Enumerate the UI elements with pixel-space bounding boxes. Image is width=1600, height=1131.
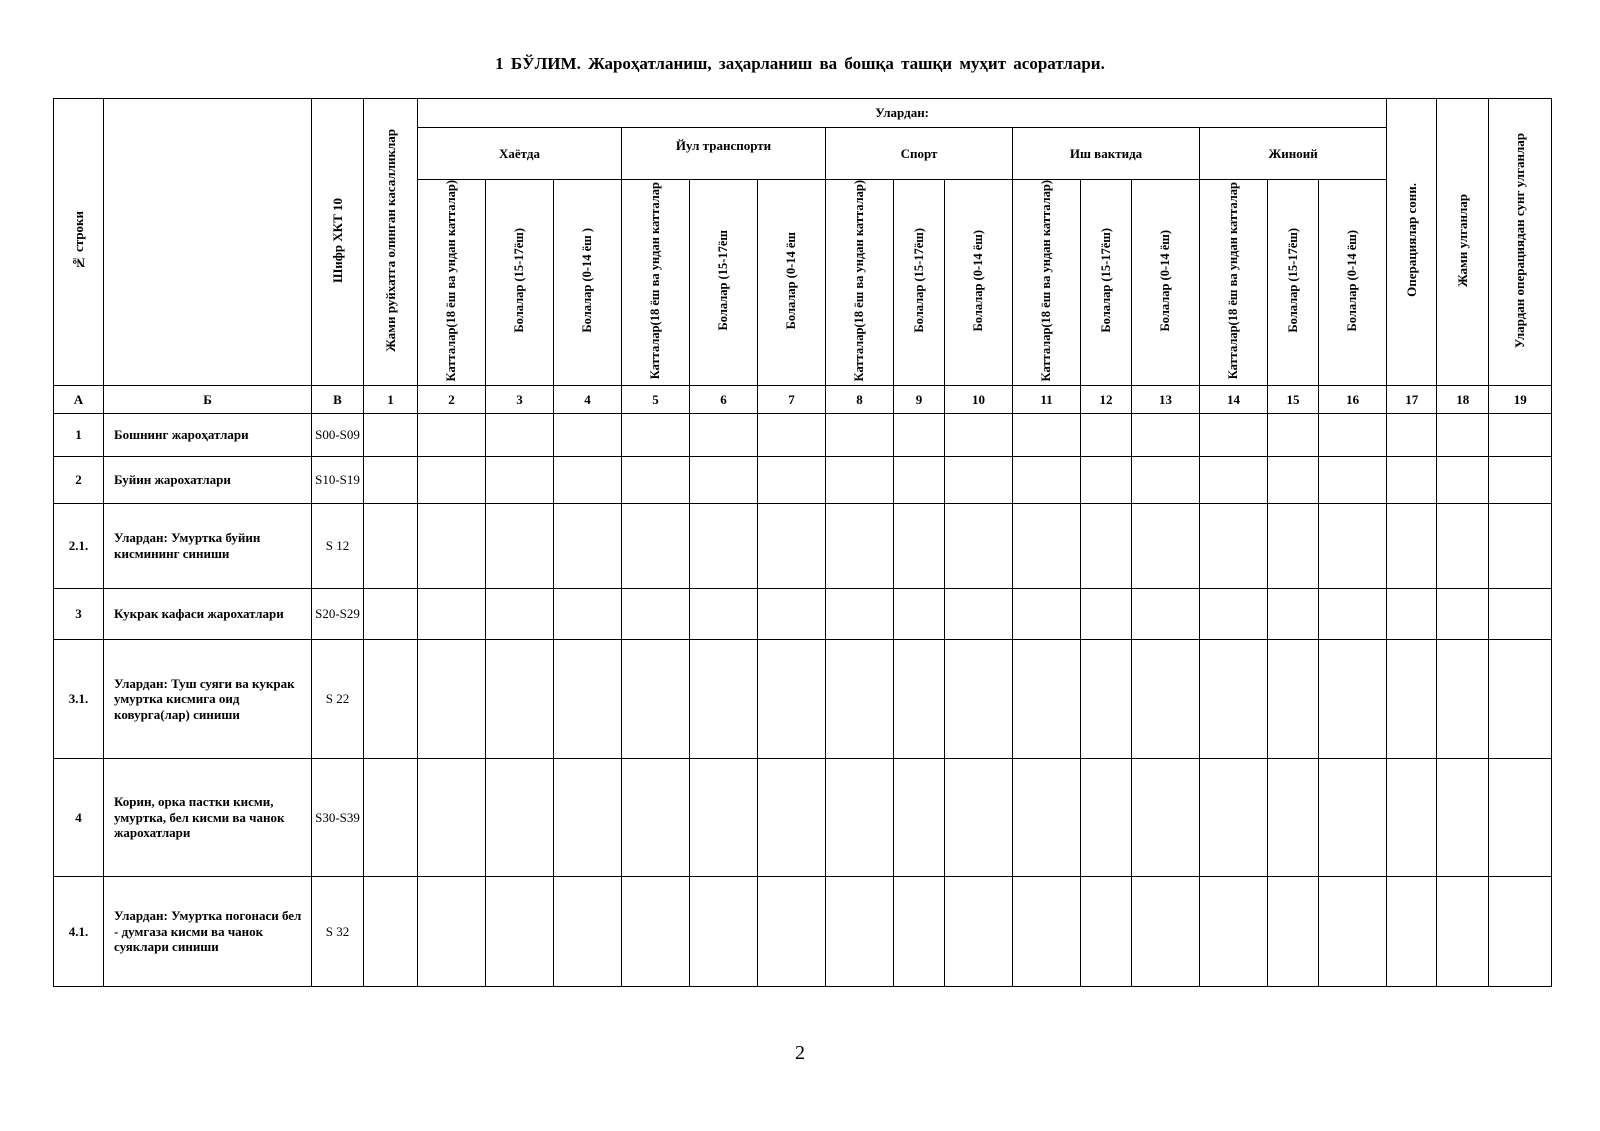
subcol-header: Болалар (15-17ёш: [690, 180, 758, 386]
data-cell[interactable]: [894, 877, 945, 987]
data-cell[interactable]: [364, 504, 418, 589]
row-number: 4.1.: [54, 877, 104, 987]
data-cell[interactable]: [1268, 414, 1319, 457]
data-cell[interactable]: [364, 877, 418, 987]
column-number: 13: [1132, 386, 1200, 414]
data-cell[interactable]: [1200, 504, 1268, 589]
column-number: 9: [894, 386, 945, 414]
data-cell[interactable]: [945, 877, 1013, 987]
data-cell[interactable]: [945, 504, 1013, 589]
data-cell[interactable]: [1437, 589, 1489, 640]
data-cell[interactable]: [1013, 414, 1081, 457]
data-cell[interactable]: [1387, 877, 1437, 987]
column-number: 3: [486, 386, 554, 414]
header-name-blank: [104, 99, 312, 386]
column-number: Б: [104, 386, 312, 414]
data-cell[interactable]: [690, 589, 758, 640]
data-cell[interactable]: [945, 759, 1013, 877]
data-cell[interactable]: [1489, 640, 1552, 759]
data-cell[interactable]: [1489, 589, 1552, 640]
data-cell[interactable]: [758, 640, 826, 759]
data-cell[interactable]: [418, 759, 486, 877]
column-number: 2: [418, 386, 486, 414]
data-cell[interactable]: [758, 759, 826, 877]
data-cell[interactable]: [758, 414, 826, 457]
row-number: 2: [54, 457, 104, 504]
row-number: 4: [54, 759, 104, 877]
column-number: 5: [622, 386, 690, 414]
data-cell[interactable]: [486, 457, 554, 504]
data-cell[interactable]: [690, 759, 758, 877]
data-cell[interactable]: [1132, 504, 1200, 589]
data-cell[interactable]: [826, 877, 894, 987]
data-cell[interactable]: [894, 414, 945, 457]
row-name: Улардан: Туш суяги ва кукрак умуртка кисмига оид ковурга(лар) синиши: [104, 640, 312, 759]
row-name: Корин, орка пастки кисми, умуртка, бел кисми ва чанок жарохатлари: [104, 759, 312, 877]
data-cell[interactable]: [1319, 504, 1387, 589]
data-cell[interactable]: [1319, 414, 1387, 457]
row-code: S 12: [312, 504, 364, 589]
data-cell[interactable]: [622, 759, 690, 877]
data-cell[interactable]: [486, 504, 554, 589]
subcol-header: Болалар (15-17ёш): [486, 180, 554, 386]
data-cell[interactable]: [418, 877, 486, 987]
data-cell[interactable]: [1437, 414, 1489, 457]
data-cell[interactable]: [826, 504, 894, 589]
header-of-them: Улардан:: [418, 99, 1387, 128]
data-cell[interactable]: [1132, 877, 1200, 987]
data-cell[interactable]: [486, 759, 554, 877]
subcol-header: Болалар (0-14 ёш): [945, 180, 1013, 386]
data-cell[interactable]: [622, 504, 690, 589]
data-cell[interactable]: [364, 589, 418, 640]
data-cell[interactable]: [1013, 759, 1081, 877]
data-cell[interactable]: [1319, 877, 1387, 987]
page-title: 1 БЎЛИМ. Жароҳатланиш, заҳарланиш ва бошқа ташқи муҳит асоратлари.: [495, 54, 1105, 73]
data-cell[interactable]: [364, 759, 418, 877]
data-cell[interactable]: [1268, 457, 1319, 504]
data-cell[interactable]: [1268, 759, 1319, 877]
data-cell[interactable]: [1319, 640, 1387, 759]
column-number: 7: [758, 386, 826, 414]
row-code: S30-S39: [312, 759, 364, 877]
row-name: Бошнинг жароҳатлари: [104, 414, 312, 457]
data-cell[interactable]: [1387, 504, 1437, 589]
data-cell[interactable]: [486, 414, 554, 457]
data-cell[interactable]: [554, 589, 622, 640]
subcol-header: Болалар (0-14 ёш: [758, 180, 826, 386]
data-cell[interactable]: [690, 414, 758, 457]
column-number-row: [54, 386, 1552, 414]
row-code: S 22: [312, 640, 364, 759]
column-number: 18: [1437, 386, 1489, 414]
table-row: [54, 414, 1552, 457]
group-header: Спорт: [826, 128, 1013, 180]
data-cell[interactable]: [758, 589, 826, 640]
header-operations: Операциялар сони.: [1387, 99, 1437, 386]
row-number: 3: [54, 589, 104, 640]
column-number: 19: [1489, 386, 1552, 414]
data-cell[interactable]: [1013, 457, 1081, 504]
data-cell[interactable]: [554, 640, 622, 759]
data-cell[interactable]: [1437, 457, 1489, 504]
data-cell[interactable]: [1132, 640, 1200, 759]
data-cell[interactable]: [1132, 759, 1200, 877]
data-rows: [54, 414, 1552, 987]
data-cell[interactable]: [1081, 759, 1132, 877]
column-number: В: [312, 386, 364, 414]
data-cell[interactable]: [1081, 457, 1132, 504]
data-cell[interactable]: [1200, 414, 1268, 457]
subcol-header: Катталар(18 ёш ва ундан катталар: [1200, 180, 1268, 386]
data-cell[interactable]: [945, 589, 1013, 640]
data-cell[interactable]: [894, 504, 945, 589]
data-cell[interactable]: [1081, 504, 1132, 589]
data-cell[interactable]: [418, 640, 486, 759]
data-cell[interactable]: [1319, 457, 1387, 504]
data-cell[interactable]: [894, 589, 945, 640]
data-cell[interactable]: [622, 414, 690, 457]
data-cell[interactable]: [364, 640, 418, 759]
column-number: 8: [826, 386, 894, 414]
subcol-header: Болалар (0-14 ёш ): [554, 180, 622, 386]
data-cell[interactable]: [1200, 877, 1268, 987]
column-number: 12: [1081, 386, 1132, 414]
column-number: 14: [1200, 386, 1268, 414]
row-name: Улардан: Умуртка погонаси бел - думгаза кисми ва чанок суяклари синиши: [104, 877, 312, 987]
row-code: S00-S09: [312, 414, 364, 457]
data-cell[interactable]: [1387, 589, 1437, 640]
data-cell[interactable]: [418, 457, 486, 504]
header-total-registered: Жами руйхатга олинган касалликлар: [364, 99, 418, 386]
page-number: 2: [795, 1042, 805, 1064]
data-cell[interactable]: [554, 414, 622, 457]
data-cell[interactable]: [826, 589, 894, 640]
data-cell[interactable]: [894, 457, 945, 504]
data-cell[interactable]: [1200, 457, 1268, 504]
header-row-1: [54, 99, 1552, 128]
data-cell[interactable]: [554, 759, 622, 877]
data-cell[interactable]: [554, 457, 622, 504]
data-cell[interactable]: [826, 414, 894, 457]
row-code: S10-S19: [312, 457, 364, 504]
data-cell[interactable]: [1200, 759, 1268, 877]
data-cell[interactable]: [1437, 759, 1489, 877]
data-cell[interactable]: [1132, 414, 1200, 457]
subcol-header: Катталар(18 ёш ва ундан катталар: [622, 180, 690, 386]
table-row: [54, 589, 1552, 640]
group-header: Иш вактида: [1013, 128, 1200, 180]
column-number: 11: [1013, 386, 1081, 414]
column-number: А: [54, 386, 104, 414]
data-cell[interactable]: [622, 589, 690, 640]
data-cell[interactable]: [1437, 640, 1489, 759]
data-cell[interactable]: [758, 877, 826, 987]
data-cell[interactable]: [418, 504, 486, 589]
table-row: [54, 457, 1552, 504]
data-cell[interactable]: [622, 457, 690, 504]
data-cell[interactable]: [1387, 759, 1437, 877]
subcol-header: Болалар (15-17ёш): [1081, 180, 1132, 386]
subcol-header: Болалар (0-14 ёш): [1132, 180, 1200, 386]
data-cell[interactable]: [758, 504, 826, 589]
data-cell[interactable]: [1268, 640, 1319, 759]
data-cell[interactable]: [1081, 877, 1132, 987]
row-name: Улардан: Умуртка буйин кисмининг синиши: [104, 504, 312, 589]
group-header: Хаётда: [418, 128, 622, 180]
data-cell[interactable]: [1489, 759, 1552, 877]
subcol-header: Катталар(18 ёш ва ундан катталар): [418, 180, 486, 386]
data-cell[interactable]: [1268, 589, 1319, 640]
data-cell[interactable]: [1489, 877, 1552, 987]
data-cell[interactable]: [364, 414, 418, 457]
data-cell[interactable]: [486, 589, 554, 640]
injury-statistics-table: [53, 98, 1552, 987]
table-row: [54, 877, 1552, 987]
data-cell[interactable]: [1319, 759, 1387, 877]
data-cell[interactable]: [1437, 504, 1489, 589]
header-cipher: Шифр ХКТ 10: [312, 99, 364, 386]
data-cell[interactable]: [1132, 589, 1200, 640]
data-cell[interactable]: [894, 759, 945, 877]
subcol-header: Катталар(18 ёш ва ундан катталар): [1013, 180, 1081, 386]
data-cell[interactable]: [826, 640, 894, 759]
column-number: 15: [1268, 386, 1319, 414]
data-cell[interactable]: [1387, 457, 1437, 504]
data-cell[interactable]: [1013, 640, 1081, 759]
data-cell[interactable]: [894, 640, 945, 759]
column-number: 6: [690, 386, 758, 414]
data-cell[interactable]: [1489, 457, 1552, 504]
data-cell[interactable]: [554, 877, 622, 987]
row-number: 3.1.: [54, 640, 104, 759]
data-cell[interactable]: [945, 457, 1013, 504]
data-cell[interactable]: [945, 640, 1013, 759]
data-cell[interactable]: [690, 877, 758, 987]
data-cell[interactable]: [364, 457, 418, 504]
data-cell[interactable]: [486, 640, 554, 759]
data-cell[interactable]: [826, 759, 894, 877]
data-cell[interactable]: [1489, 504, 1552, 589]
data-cell[interactable]: [1437, 877, 1489, 987]
data-cell[interactable]: [1081, 589, 1132, 640]
group-header: Йул транспорти: [622, 128, 826, 180]
table-row: [54, 640, 1552, 759]
column-number: 1: [364, 386, 418, 414]
table-row: [54, 504, 1552, 589]
data-cell[interactable]: [1319, 589, 1387, 640]
data-cell[interactable]: [1132, 457, 1200, 504]
data-cell[interactable]: [945, 414, 1013, 457]
data-cell[interactable]: [1387, 640, 1437, 759]
header-row-number: № строки: [54, 99, 104, 386]
data-cell[interactable]: [418, 414, 486, 457]
data-cell[interactable]: [1489, 414, 1552, 457]
data-cell[interactable]: [554, 504, 622, 589]
subcol-header: Болалар (15-17ёш): [1268, 180, 1319, 386]
group-header: Жиноий: [1200, 128, 1387, 180]
data-cell[interactable]: [1081, 414, 1132, 457]
data-cell[interactable]: [1268, 504, 1319, 589]
data-cell[interactable]: [826, 457, 894, 504]
data-cell[interactable]: [690, 640, 758, 759]
data-cell[interactable]: [1013, 589, 1081, 640]
column-number: 16: [1319, 386, 1387, 414]
data-cell[interactable]: [1387, 414, 1437, 457]
row-code: S 32: [312, 877, 364, 987]
data-cell[interactable]: [418, 589, 486, 640]
column-number: 17: [1387, 386, 1437, 414]
data-cell[interactable]: [690, 504, 758, 589]
subcol-header: Болалар (15-17ёш): [894, 180, 945, 386]
data-cell[interactable]: [486, 877, 554, 987]
data-cell[interactable]: [1081, 640, 1132, 759]
data-cell[interactable]: [622, 640, 690, 759]
subcol-header: Болалар (0-14 ёш): [1319, 180, 1387, 386]
data-cell[interactable]: [1268, 877, 1319, 987]
header-total-died: Жами улганлар: [1437, 99, 1489, 386]
column-number: 10: [945, 386, 1013, 414]
row-code: S20-S29: [312, 589, 364, 640]
data-cell[interactable]: [1013, 877, 1081, 987]
row-number: 1: [54, 414, 104, 457]
data-cell[interactable]: [758, 457, 826, 504]
row-number: 2.1.: [54, 504, 104, 589]
data-cell[interactable]: [1200, 640, 1268, 759]
row-name: Буйин жарохатлари: [104, 457, 312, 504]
data-cell[interactable]: [1013, 504, 1081, 589]
header-died-after-op: Улардан операциядан сунг улганлар: [1489, 99, 1552, 386]
data-cell[interactable]: [622, 877, 690, 987]
data-cell[interactable]: [1200, 589, 1268, 640]
table-row: [54, 759, 1552, 877]
data-cell[interactable]: [690, 457, 758, 504]
row-name: Кукрак кафаси жарохатлари: [104, 589, 312, 640]
column-number: 4: [554, 386, 622, 414]
subcol-header: Катталар(18 ёш ва ундан катталар): [826, 180, 894, 386]
